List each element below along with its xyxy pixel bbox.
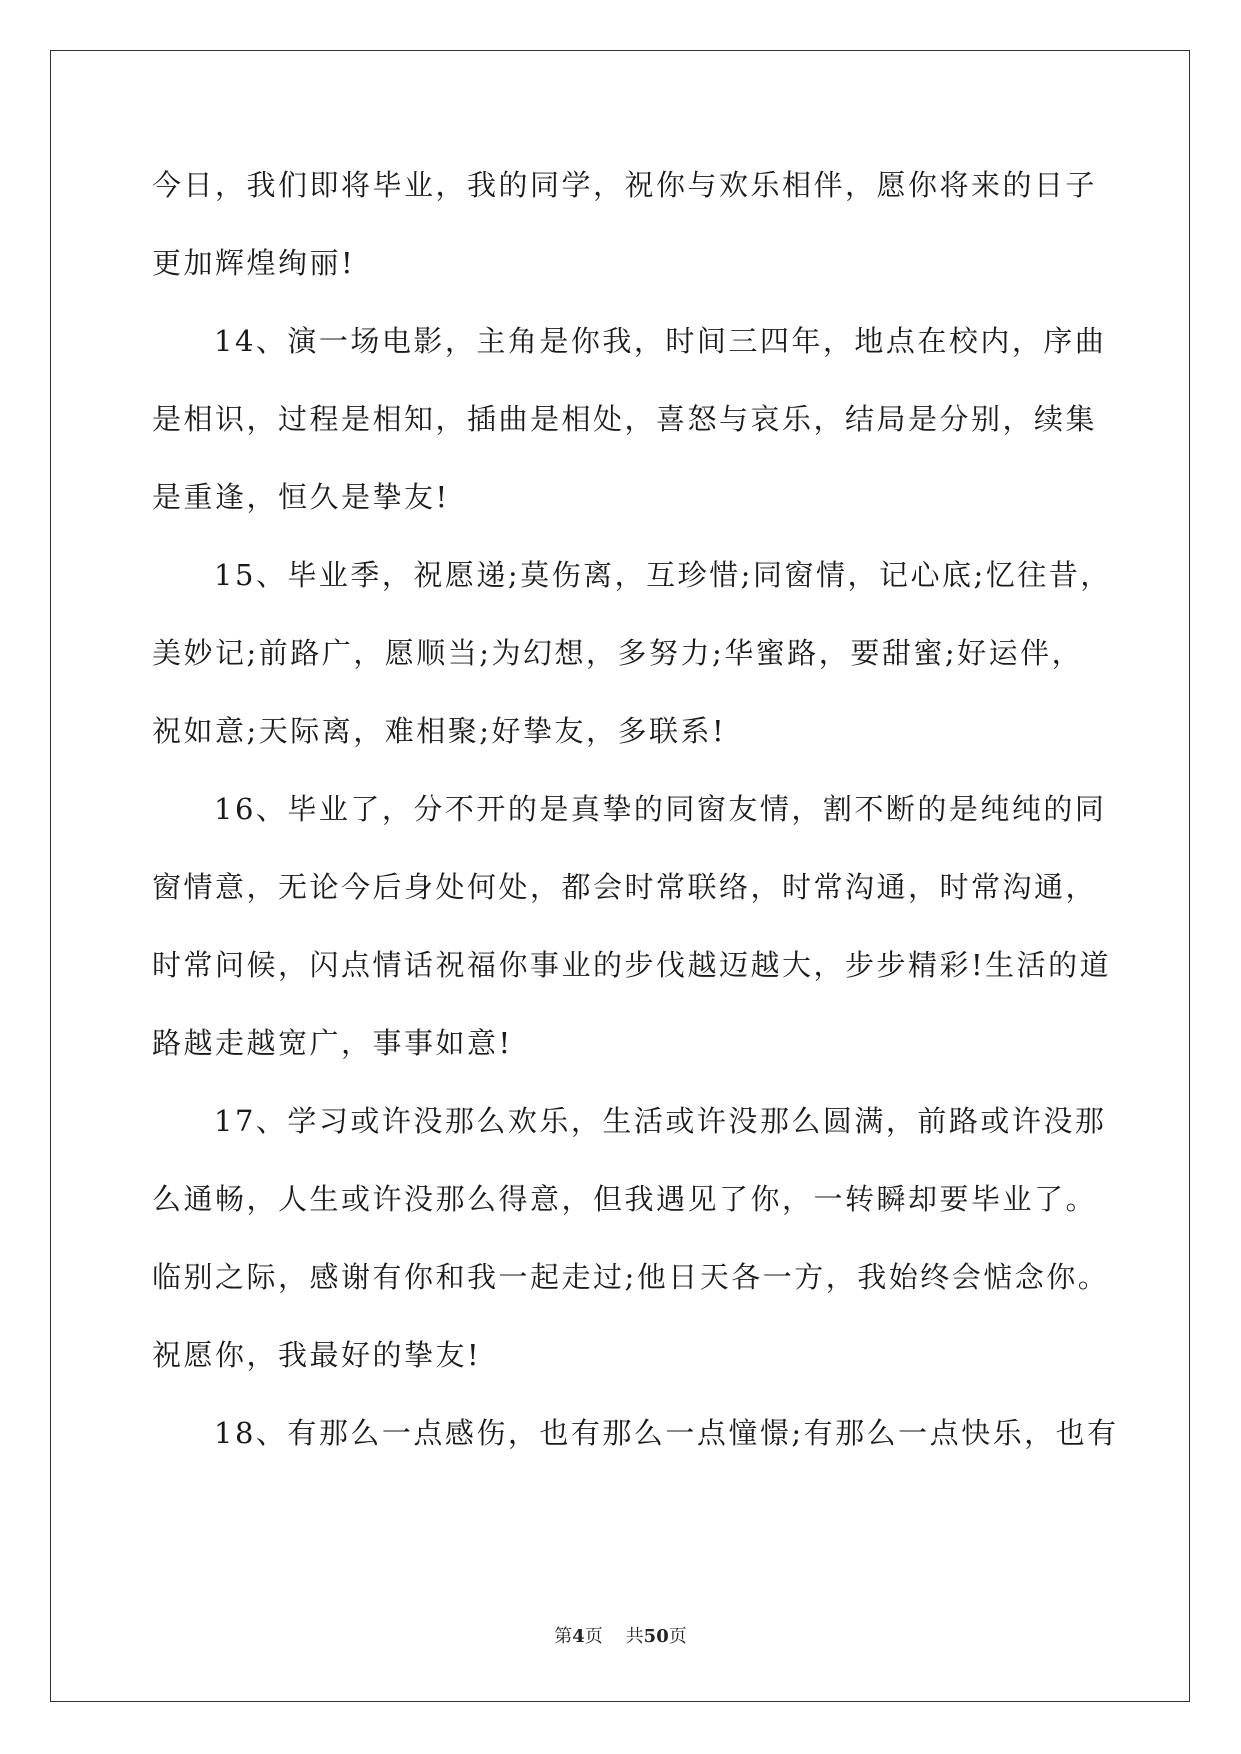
total-suffix: 页 [668, 1626, 687, 1647]
paragraph [152, 782, 1112, 1070]
page-footer [0, 1622, 1241, 1648]
paragraph [152, 314, 1107, 524]
paragraph [152, 548, 1112, 758]
text-line: 18、有那么一点感伤，也有那么一点憧憬;有那么一点快乐，也有 [214, 1416, 1119, 1450]
text-line: 时常问候，闪点情话祝福你事业的步伐越迈越大，步步精彩!生活的道 [152, 948, 1112, 982]
paragraph [152, 1094, 1110, 1382]
text-line: 15、毕业季，祝愿递;莫伤离，互珍惜;同窗情，记心底;忆往昔， [214, 558, 1112, 592]
text-line: 窗情意，无论今后身处何处，都会时常联络，时常沟通，时常沟通， [152, 870, 1098, 904]
text-line: 更加辉煌绚丽! [152, 246, 356, 280]
total-pages: 50 [643, 1626, 669, 1647]
text-line: 临别之际，感谢有你和我一起走过;他日天各一方，我始终会惦念你。 [152, 1260, 1110, 1294]
text-line: 今日，我们即将毕业，我的同学，祝你与欢乐相伴，愿你将来的日子 [152, 168, 1098, 202]
text-line: 祝如意;天际离，难相聚;好挚友，多联系! [152, 714, 727, 748]
document-body [152, 158, 1119, 1484]
text-line: 美妙记;前路广，愿顺当;为幻想，多努力;华蜜路，要甜蜜;好运伴， [152, 636, 1084, 670]
text-line: 17、学习或许没那么欢乐，生活或许没那么圆满，前路或许没那 [214, 1104, 1107, 1138]
paragraph [152, 158, 1098, 290]
total-prefix: 共 [625, 1626, 644, 1647]
text-line: 祝愿你，我最好的挚友! [152, 1338, 482, 1372]
paragraph [152, 1406, 1119, 1460]
page-number: 4 [572, 1626, 585, 1647]
text-line: 是相识，过程是相知，插曲是相处，喜怒与哀乐，结局是分别，续集 [152, 402, 1098, 436]
text-line: 14、演一场电影，主角是你我，时间三四年，地点在校内，序曲 [214, 324, 1107, 358]
page-suffix: 页 [584, 1626, 603, 1647]
text-line: 路越走越宽广，事事如意! [152, 1026, 513, 1060]
text-line: 么通畅，人生或许没那么得意，但我遇见了你，一转瞬却要毕业了。 [152, 1182, 1098, 1216]
text-line: 是重逢，恒久是挚友! [152, 480, 450, 514]
text-line: 16、毕业了，分不开的是真挚的同窗友情，割不断的是纯纯的同 [214, 792, 1107, 826]
page-prefix: 第 [554, 1626, 573, 1647]
